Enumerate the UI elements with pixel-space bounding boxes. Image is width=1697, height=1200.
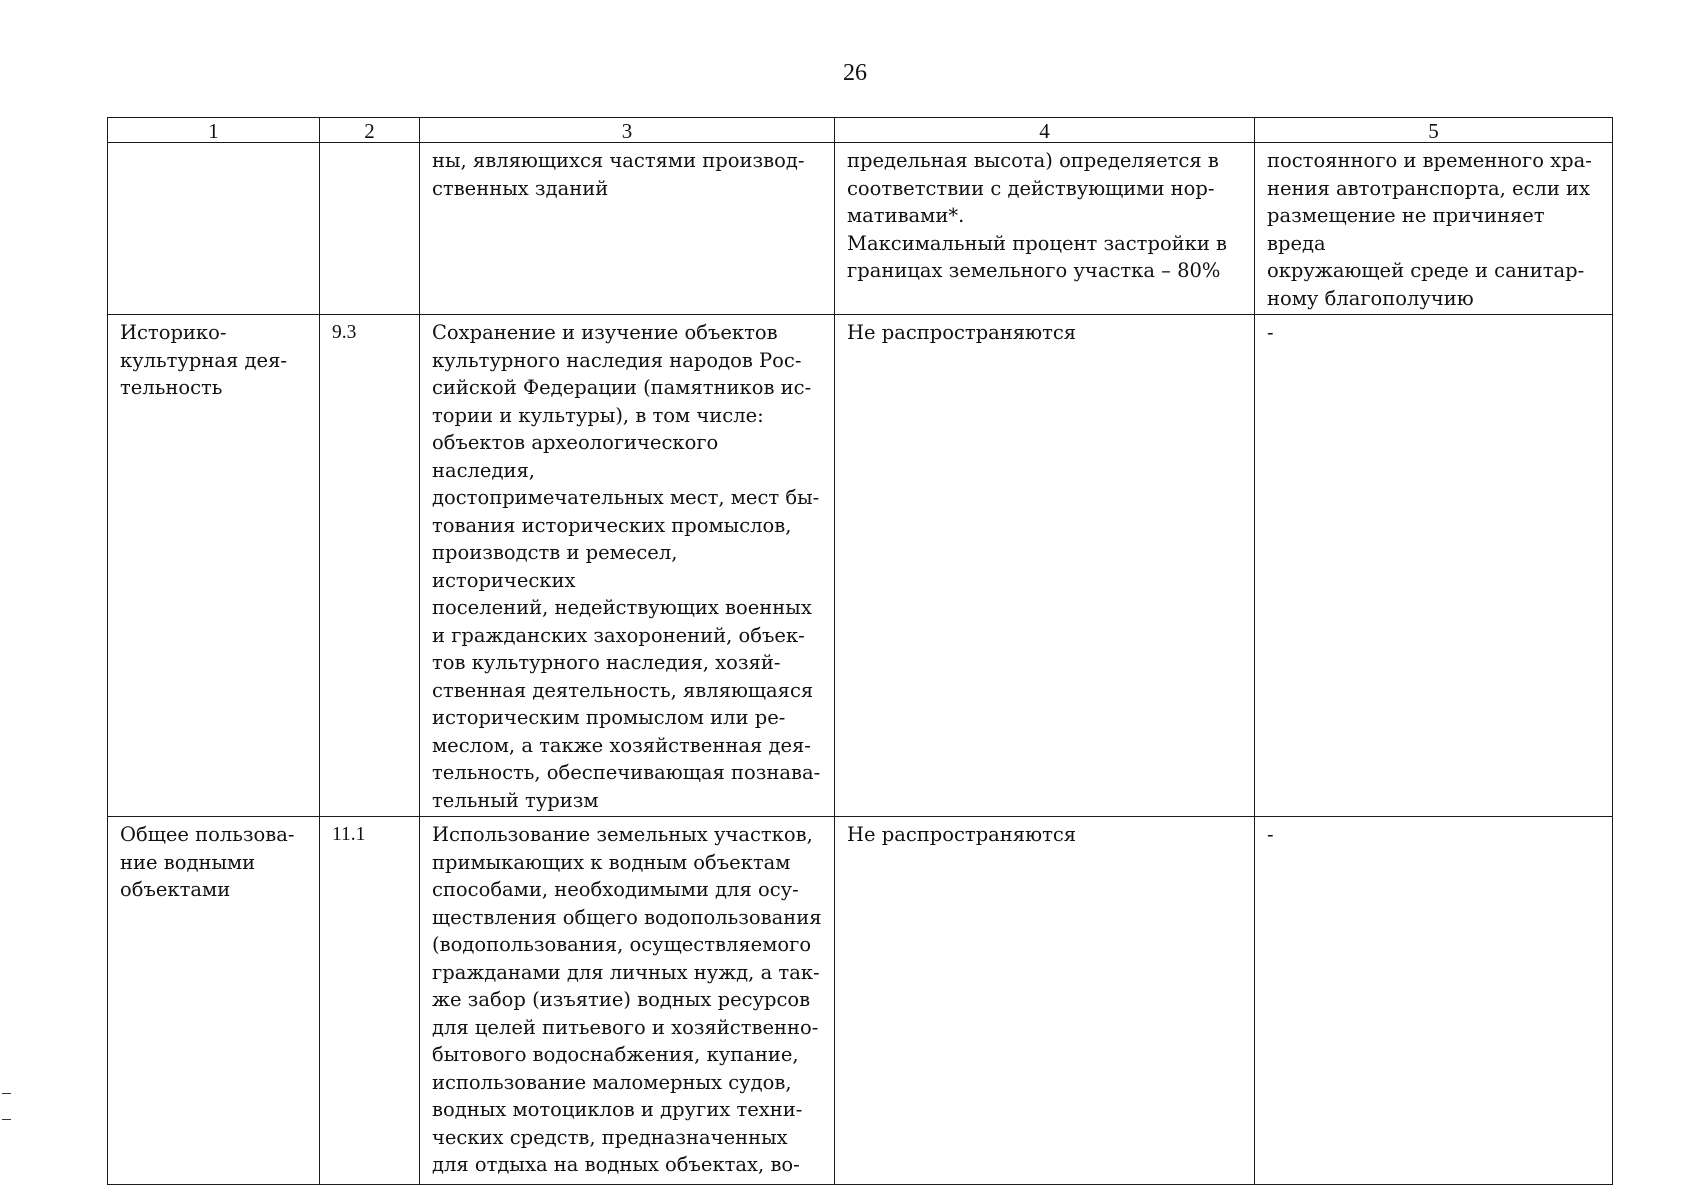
table-row [108, 143, 1613, 315]
use-type-name-cell: Общее пользова- ние водными объектами [108, 817, 320, 1185]
column-header-1: 1 [108, 118, 320, 143]
column-header-2: 2 [320, 118, 420, 143]
column-header-5: 5 [1255, 118, 1613, 143]
column-header-3: 3 [420, 118, 835, 143]
scan-margin-mark [2, 1119, 11, 1120]
land-use-table [107, 117, 1613, 1185]
restrictions-cell: - [1255, 315, 1613, 817]
table-header-row [108, 118, 1613, 143]
use-code-cell: 9.3 [320, 315, 420, 817]
parameters-cell: Не распространяются [835, 817, 1255, 1185]
restrictions-cell: постоянного и временного хра- нения автотранспорта, если их размещение не причиняет вреда окружающей среде и санитар- ному благополучию [1255, 143, 1613, 315]
table-row [108, 817, 1613, 1185]
scan-margin-mark [2, 1093, 11, 1094]
page-number: 26 [843, 60, 867, 86]
column-header-4: 4 [835, 118, 1255, 143]
table-row [108, 315, 1613, 817]
use-description-cell: ны, являющихся частями производ- ственных зданий [420, 143, 835, 315]
use-code-cell [320, 143, 420, 315]
use-type-name-cell [108, 143, 320, 315]
use-code-cell: 11.1 [320, 817, 420, 1185]
use-description-cell: Использование земельных участков, примыкающих к водным объектам способами, необходимыми для осу- ществления общего водопользования (водопользования, осуществляемого гражданами для личных нужд, а так- же забор (изъятие) водных ресурсов для целей питьевого и хозяйственно- бытового водоснабжения, купание, использование маломерных судов, водных мотоциклов и других техни- ческих средств, предназначенных для отдыха на водных объектах, во- [420, 817, 835, 1185]
use-type-name-cell: Историко- культурная дея- тельность [108, 315, 320, 817]
use-description-cell: Сохранение и изучение объектов культурного наследия народов Рос- сийской Федерации (памятников ис- тории и культуры), в том числе: объектов археологического наследия, достопримечательных мест, мест бы- тования исторических промыслов, производств и ремесел, исторических поселений, недействующих военных и гражданских захоронений, объек- тов культурного наследия, хозяй- ственная деятельность, являющаяся историческим промыслом или ре- меслом, а также хозяйственная дея- тельность, обеспечивающая познава- тельный туризм [420, 315, 835, 817]
parameters-cell: Не распространяются [835, 315, 1255, 817]
restrictions-cell: - [1255, 817, 1613, 1185]
parameters-cell: предельная высота) определяется в соответствии с действующими нор- мативами*. Максимальный процент застройки в границах земельного участка – 80% [835, 143, 1255, 315]
